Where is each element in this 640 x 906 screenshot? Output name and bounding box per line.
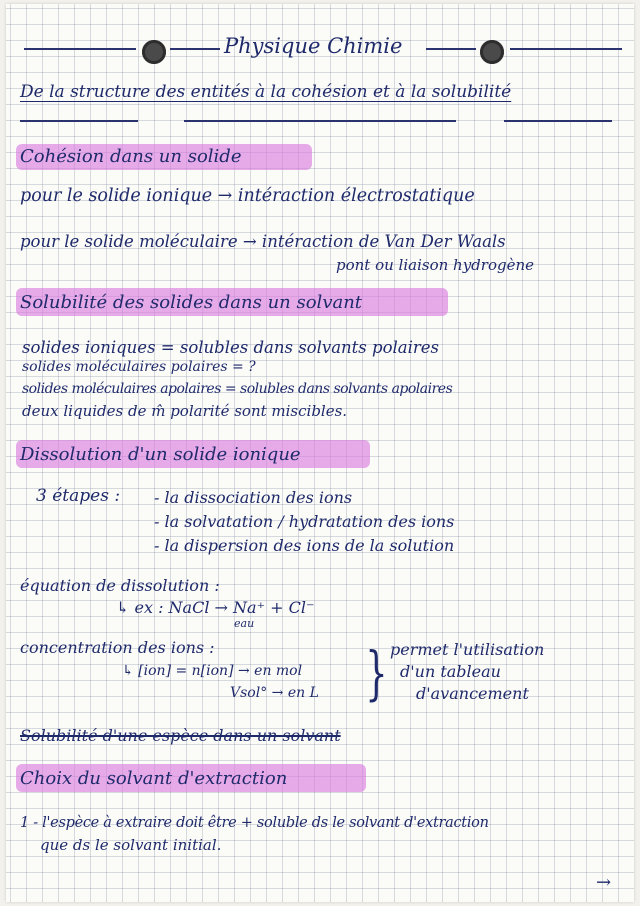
step-2: - la solvatation / hydratation des ions (154, 512, 455, 531)
note-line-3: d'avancement (416, 684, 529, 703)
concentration-label: concentration des ions : (20, 638, 215, 657)
header-rule-left (24, 48, 136, 50)
extraction-line-1: 1 - l'espèce à extraire doit être + soluble ds le solvant d'extraction (20, 815, 489, 831)
heading-cohesion: Cohésion dans un solide (20, 146, 242, 167)
note-line-1: permet l'utilisation (390, 640, 545, 659)
heading-extraction: Choix du solvant d'extraction (20, 768, 288, 789)
cohesion-line-1: pour le solide ionique → intéraction électrostatique (20, 186, 475, 206)
steps-label: 3 étapes : (36, 486, 121, 506)
step-1: - la dissociation des ions (154, 488, 353, 507)
solubilite-line-2: solides moléculaires polaires = ? (22, 359, 256, 375)
cohesion-line-3: pont ou liaison hydrogène (336, 256, 534, 274)
step-3: - la dispersion des ions de la solution (154, 536, 455, 555)
page-title: Physique Chimie (224, 34, 403, 58)
concentration-denominator: Vsol° → en L (230, 685, 319, 701)
solubilite-line-4: deux liquides de m̂ polarité sont miscibles. (22, 402, 348, 420)
header-rule-mid-right (426, 48, 476, 50)
heading-solubilite: Solubilité des solides dans un solvant (20, 292, 363, 313)
header-rule-right (510, 48, 622, 50)
equation-label: équation de dissolution : (20, 576, 220, 595)
binder-hole-right (480, 40, 504, 64)
equation-solvent: eau (234, 617, 255, 630)
header-rule-mid-left (170, 48, 220, 50)
solubilite-line-3: solides moléculaires apolaires = solubles dans solvants apolaires (22, 381, 453, 397)
subtitle-rule-mid (184, 120, 456, 122)
solubilite-line-1: solides ioniques = solubles dans solvants polaires (22, 338, 440, 357)
cohesion-line-2: pour le solide moléculaire → intéraction de Van Der Waals (20, 232, 506, 251)
concentration-formula: ↳ [ion] = n[ion] → en mol (122, 663, 303, 679)
binder-hole-left (142, 40, 166, 64)
notebook-page (6, 4, 634, 902)
equation: ↳ ex : NaCl → Na⁺ + Cl⁻ (116, 598, 315, 617)
page-subtitle: De la structure des entités à la cohésion et à la solubilité (20, 82, 512, 102)
heading-dissolution: Dissolution d'un solide ionique (20, 444, 301, 465)
next-page-arrow: → (596, 872, 612, 893)
extraction-line-2: que ds le solvant initial. (40, 836, 222, 854)
heading-crossed-out: Solubilité d'une espèce dans un solvant (20, 726, 341, 745)
note-line-2: d'un tableau (400, 662, 501, 681)
subtitle-rule-left (20, 120, 138, 122)
subtitle-rule-right (504, 120, 612, 122)
curly-brace: } (365, 639, 388, 707)
